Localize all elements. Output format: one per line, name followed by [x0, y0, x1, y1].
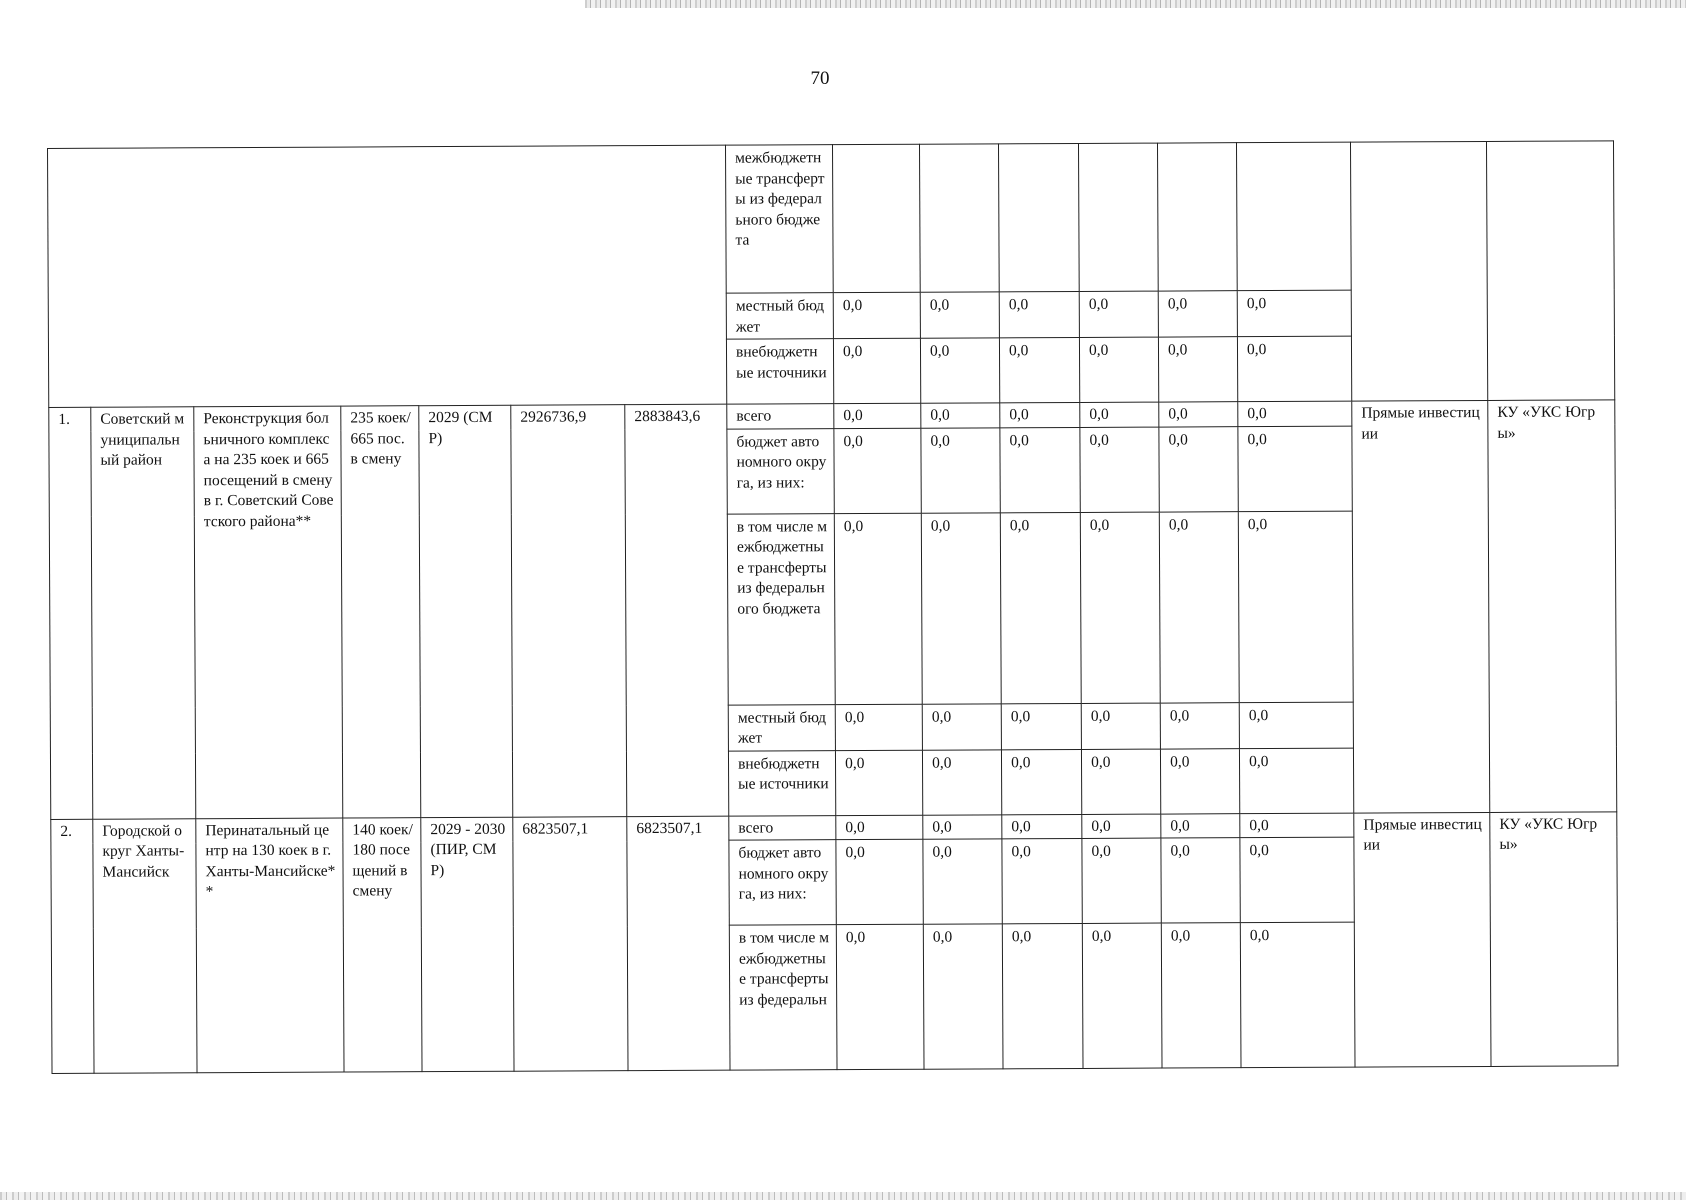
- customer-cell: [1487, 141, 1615, 401]
- customer-cell: КУ «УКС Югры»: [1488, 400, 1617, 812]
- value-cell: 0,0: [835, 704, 922, 750]
- value-cell: 0,0: [1240, 922, 1355, 1068]
- value-cell: 0,0: [836, 839, 923, 924]
- value-cell: 0,0: [833, 338, 920, 403]
- value-cell: 0,0: [1160, 702, 1239, 748]
- value-cell: [1237, 142, 1352, 291]
- value-cell: 0,0: [1082, 838, 1161, 923]
- capacity-cell: 140 коек/ 180 посещений в смену: [343, 817, 422, 1072]
- object-name-cell: Реконструкция больничного комплекса на 235 коек и 665 посещений в смену в г. Советский Советского района**: [194, 406, 343, 818]
- value-cell: 0,0: [1161, 923, 1241, 1068]
- value-cell: 0,0: [1002, 838, 1082, 923]
- funding-source-cell: бюджет автономного округа, из них:: [729, 840, 836, 926]
- remaining-cost-cell: 6823507,1: [627, 816, 730, 1071]
- value-cell: 0,0: [999, 291, 1079, 337]
- funding-source-cell: внебюджетные источники: [726, 339, 833, 405]
- value-cell: [1158, 143, 1238, 291]
- mechanism-cell: Прямые инвестиции: [1352, 400, 1490, 812]
- value-cell: 0,0: [1081, 703, 1160, 749]
- value-cell: 0,0: [1082, 923, 1162, 1068]
- funding-source-cell: межбюджетные трансферты из федерального бюджета: [726, 145, 834, 294]
- funding-source-cell: в том числе межбюджетные трансферты из федеральн: [729, 925, 837, 1071]
- value-cell: 0,0: [920, 292, 999, 338]
- value-cell: 0,0: [1159, 402, 1238, 427]
- value-cell: 0,0: [1159, 426, 1238, 511]
- funding-source-cell: всего: [727, 404, 834, 429]
- value-cell: 0,0: [1082, 814, 1161, 839]
- value-cell: 0,0: [836, 815, 923, 840]
- value-cell: 0,0: [1001, 749, 1081, 814]
- value-cell: 0,0: [834, 428, 921, 513]
- value-cell: 0,0: [1159, 511, 1239, 702]
- value-cell: 0,0: [1081, 749, 1160, 814]
- value-cell: 0,0: [834, 513, 922, 704]
- value-cell: 0,0: [1079, 291, 1158, 337]
- value-cell: 0,0: [1158, 337, 1237, 402]
- row-number: 1.: [49, 407, 93, 819]
- value-cell: 0,0: [1237, 336, 1351, 402]
- scan-edge-top: [585, 0, 1686, 8]
- value-cell: 0,0: [1158, 291, 1237, 337]
- investment-table: [47, 140, 1619, 1074]
- value-cell: 0,0: [1000, 402, 1080, 427]
- value-cell: 0,0: [922, 749, 1001, 814]
- funding-source-cell: бюджет автономного округа, из них:: [727, 428, 834, 514]
- value-cell: 0,0: [923, 839, 1002, 924]
- value-cell: 0,0: [1002, 923, 1083, 1068]
- value-cell: 0,0: [1161, 838, 1240, 923]
- period-cell: 2029 (СМР): [419, 405, 513, 817]
- value-cell: 0,0: [1240, 837, 1354, 923]
- value-cell: 0,0: [1239, 702, 1353, 749]
- value-cell: 0,0: [923, 814, 1002, 839]
- mechanism-cell: Прямые инвестиции: [1354, 812, 1491, 1067]
- funding-source-cell: внебюджетные источники: [728, 750, 835, 816]
- value-cell: 0,0: [1001, 703, 1081, 749]
- funding-source-cell: местный бюджет: [726, 293, 833, 340]
- value-cell: 0,0: [1239, 748, 1353, 814]
- value-cell: 0,0: [999, 337, 1079, 402]
- value-cell: 0,0: [922, 703, 1001, 749]
- value-cell: 0,0: [921, 512, 1001, 703]
- value-cell: 0,0: [1002, 814, 1082, 839]
- value-cell: 0,0: [1238, 401, 1352, 426]
- value-cell: 0,0: [1079, 337, 1158, 402]
- capacity-cell: 235 коек/ 665 пос. в смену: [341, 406, 421, 818]
- value-cell: 0,0: [921, 427, 1000, 512]
- period-cell: 2029 - 2030 (ПИР, СМР): [421, 817, 514, 1072]
- value-cell: 0,0: [923, 924, 1003, 1069]
- mechanism-cell: [1351, 141, 1488, 401]
- funding-source-cell: в том числе межбюджетные трансферты из федерального бюджета: [727, 513, 835, 705]
- remaining-cost-cell: 2883843,6: [625, 404, 729, 816]
- value-cell: 0,0: [1240, 813, 1354, 838]
- value-cell: 0,0: [920, 338, 999, 403]
- value-cell: [999, 143, 1080, 291]
- value-cell: 0,0: [1237, 290, 1351, 337]
- value-cell: 0,0: [834, 403, 921, 428]
- municipality-cell: Советский муниципальный район: [91, 407, 196, 819]
- continuation-blank-cell: [48, 145, 727, 407]
- value-cell: 0,0: [1160, 748, 1239, 813]
- value-cell: 0,0: [836, 924, 924, 1069]
- estimated-cost-cell: 2926736,9: [511, 405, 627, 817]
- customer-cell: КУ «УКС Югры»: [1490, 811, 1618, 1066]
- value-cell: [1079, 143, 1159, 291]
- value-cell: 0,0: [1080, 427, 1159, 512]
- value-cell: 0,0: [833, 292, 920, 338]
- value-cell: 0,0: [1080, 512, 1160, 703]
- row-number: 2.: [51, 819, 94, 1074]
- funding-source-cell: всего: [729, 815, 836, 840]
- value-cell: 0,0: [1000, 512, 1081, 703]
- scan-edge-bottom: [0, 1192, 1686, 1200]
- estimated-cost-cell: 6823507,1: [513, 816, 628, 1071]
- value-cell: 0,0: [1000, 427, 1080, 512]
- value-cell: 0,0: [921, 403, 1000, 428]
- municipality-cell: Городской округ Ханты-Мансийск: [93, 818, 197, 1073]
- table-row: [48, 141, 1615, 297]
- funding-source-cell: местный бюджет: [728, 704, 835, 751]
- value-cell: 0,0: [1161, 813, 1240, 838]
- value-cell: [833, 144, 921, 292]
- object-name-cell: Перинатальный центр на 130 коек в г. Ханты-Мансийске**: [196, 818, 344, 1073]
- value-cell: [920, 144, 1000, 292]
- page-number: 70: [810, 68, 830, 89]
- value-cell: 0,0: [835, 750, 922, 815]
- value-cell: 0,0: [1080, 402, 1159, 427]
- value-cell: 0,0: [1238, 426, 1352, 512]
- value-cell: 0,0: [1238, 511, 1353, 703]
